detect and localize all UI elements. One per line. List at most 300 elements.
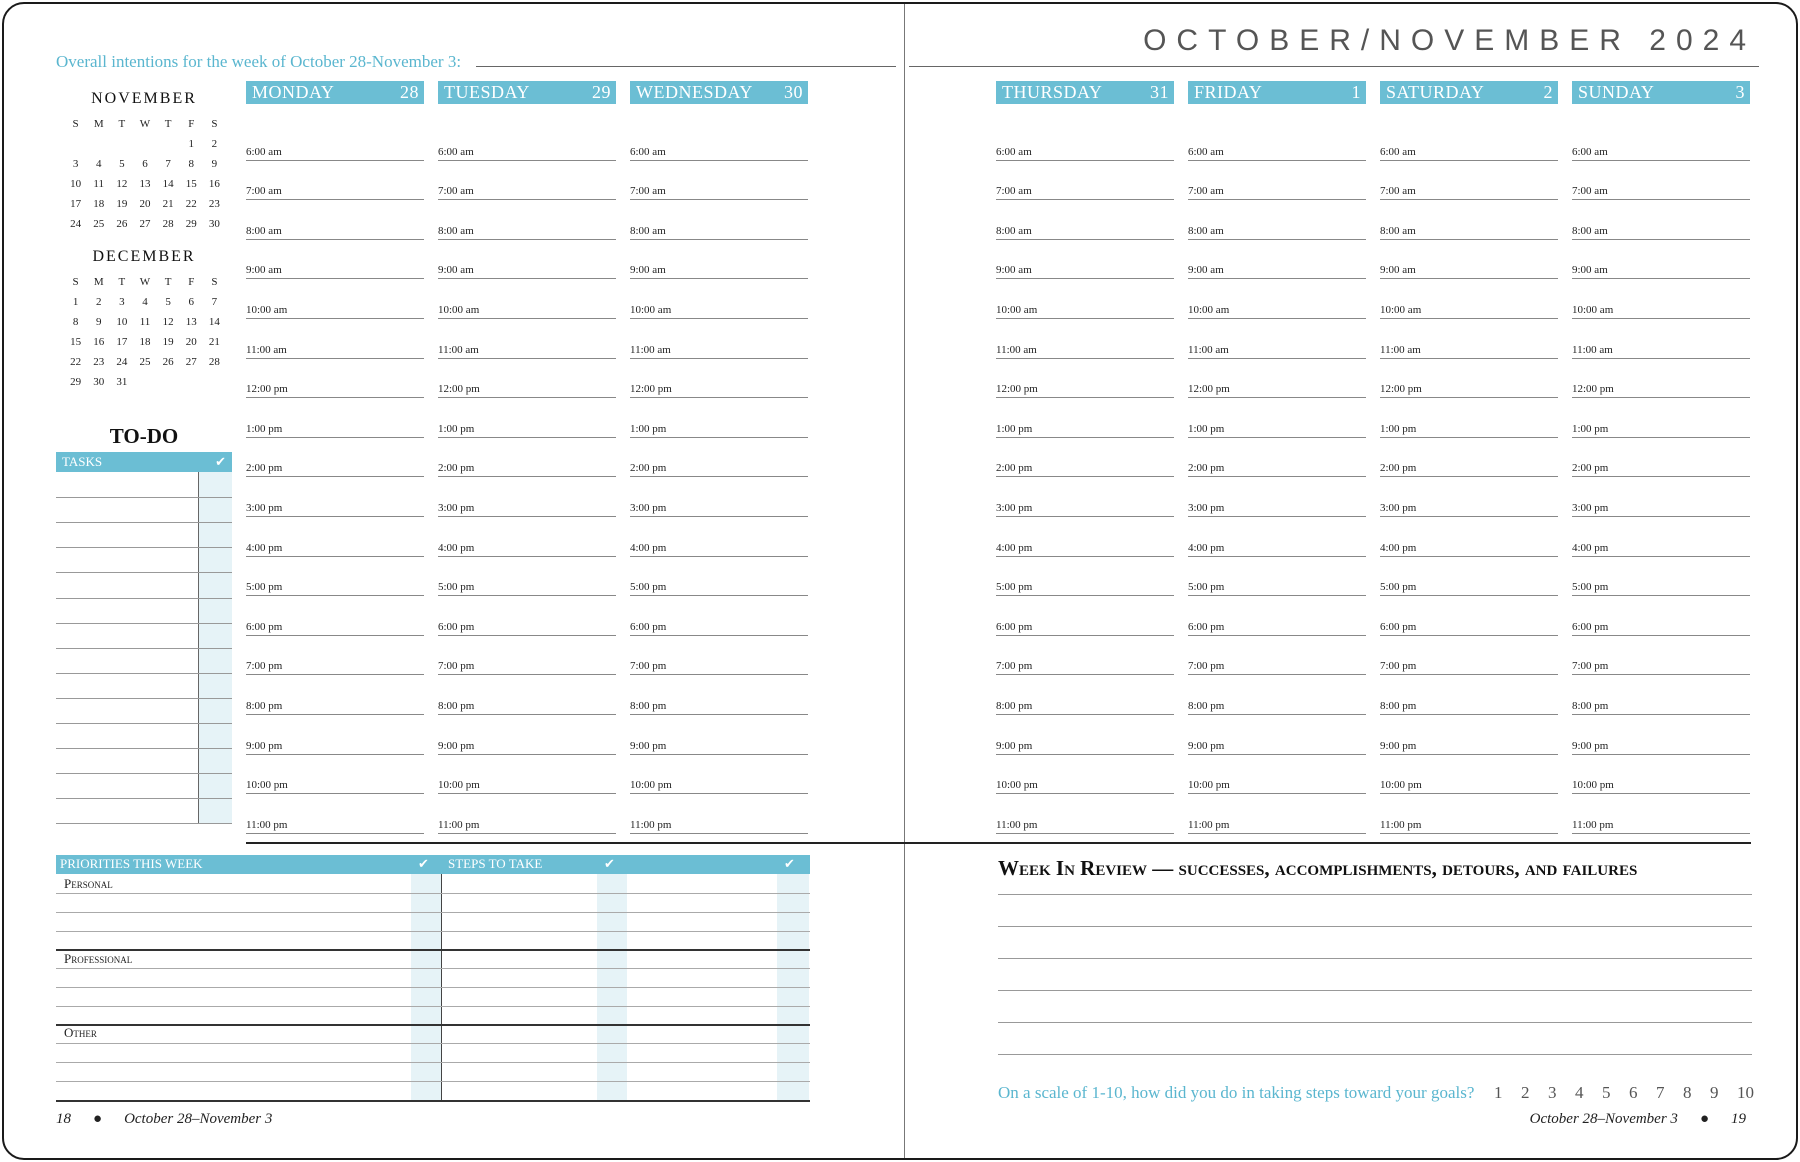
- time-slot[interactable]: [1380, 675, 1558, 715]
- day-column-wednesday: [630, 81, 808, 834]
- time-slot[interactable]: [1380, 319, 1558, 359]
- time-label: 5:00 pm: [246, 581, 283, 594]
- time-label: 5:00 pm: [1380, 581, 1417, 594]
- time-label: 4:00 pm: [1380, 541, 1417, 554]
- time-slot[interactable]: [996, 161, 1174, 201]
- time-label: 7:00 am: [438, 185, 474, 198]
- time-label: 12:00 pm: [1380, 383, 1422, 396]
- time-slot[interactable]: [996, 319, 1174, 359]
- time-slot[interactable]: [630, 517, 808, 557]
- time-slot[interactable]: [1188, 715, 1366, 755]
- task-row-line: [56, 673, 232, 674]
- time-slot[interactable]: [630, 715, 808, 755]
- day-column-saturday: [1380, 81, 1558, 834]
- time-label: 3:00 pm: [1188, 501, 1225, 514]
- time-label: 6:00 am: [246, 145, 282, 158]
- scale-number[interactable]: 3: [1548, 1083, 1557, 1102]
- time-slot[interactable]: [246, 755, 424, 795]
- time-slot[interactable]: [438, 240, 616, 280]
- day-column-tuesday: [438, 81, 616, 834]
- time-label: 2:00 pm: [438, 462, 475, 475]
- mini-calendar: [64, 248, 224, 392]
- time-label: 5:00 pm: [1572, 581, 1609, 594]
- calendar-day: 8: [188, 158, 195, 170]
- day-name: MONDAY: [252, 82, 335, 102]
- scale-number[interactable]: 5: [1602, 1083, 1611, 1102]
- scale-numbers: [1494, 1083, 1754, 1103]
- day-header: [996, 81, 1174, 104]
- time-label: 1:00 pm: [630, 422, 667, 435]
- task-row-line: [56, 723, 232, 724]
- time-slot[interactable]: [630, 240, 808, 280]
- time-slot[interactable]: [1380, 636, 1558, 676]
- time-label: 8:00 pm: [630, 699, 667, 712]
- time-slot[interactable]: [438, 636, 616, 676]
- time-label: 6:00 pm: [996, 620, 1033, 633]
- time-slot[interactable]: [1188, 438, 1366, 478]
- todo-title: TO-DO: [109, 424, 179, 448]
- task-row-line: [56, 798, 232, 799]
- scale-number[interactable]: 2: [1521, 1083, 1530, 1102]
- time-slot[interactable]: [1572, 438, 1750, 478]
- time-label: 11:00 pm: [630, 818, 672, 831]
- time-slot[interactable]: [438, 161, 616, 201]
- time-label: 8:00 pm: [996, 699, 1033, 712]
- time-label: 8:00 am: [1380, 224, 1416, 237]
- time-slot[interactable]: [1188, 200, 1366, 240]
- time-slot[interactable]: [1572, 596, 1750, 636]
- time-slot[interactable]: [438, 477, 616, 517]
- scale-number[interactable]: 7: [1656, 1083, 1665, 1102]
- time-label: 9:00 am: [996, 264, 1032, 277]
- time-slot[interactable]: [438, 755, 616, 795]
- weekday-label: T: [164, 276, 172, 288]
- priority-writing-line: [56, 1006, 810, 1007]
- day-header: [630, 81, 808, 104]
- time-slot[interactable]: [1380, 596, 1558, 636]
- time-slot[interactable]: [630, 398, 808, 438]
- calendar-day: 20: [139, 198, 151, 210]
- time-label: 6:00 am: [1380, 145, 1416, 158]
- day-name: TUESDAY: [444, 82, 530, 102]
- time-label: 2:00 pm: [1380, 462, 1417, 475]
- time-slot[interactable]: [246, 675, 424, 715]
- time-slot[interactable]: [630, 477, 808, 517]
- footer-right: [1530, 1111, 1746, 1128]
- time-label: 11:00 am: [246, 343, 287, 356]
- time-label: 12:00 pm: [438, 383, 480, 396]
- task-row-line: [56, 698, 232, 699]
- calendar-day: 8: [72, 316, 79, 328]
- calendar-day: 5: [165, 296, 171, 308]
- calendar-day: [203, 372, 226, 392]
- calendar-day: 10: [116, 316, 128, 328]
- time-slot[interactable]: [246, 596, 424, 636]
- time-slot[interactable]: [246, 121, 424, 161]
- time-slot[interactable]: [630, 319, 808, 359]
- priority-writing-line: [56, 931, 810, 932]
- time-slot[interactable]: [246, 279, 424, 319]
- time-label: 8:00 pm: [1572, 699, 1609, 712]
- review-writing-line[interactable]: [998, 990, 1752, 991]
- time-slot[interactable]: [996, 596, 1174, 636]
- time-slot[interactable]: [1188, 675, 1366, 715]
- time-slot[interactable]: [246, 319, 424, 359]
- time-slot[interactable]: [630, 675, 808, 715]
- time-label: 11:00 pm: [1380, 818, 1422, 831]
- calendar-day: 1: [72, 296, 79, 308]
- calendar-day: 26: [162, 356, 174, 368]
- time-slot[interactable]: [630, 279, 808, 319]
- time-label: 8:00 am: [630, 224, 666, 237]
- time-label: 6:00 am: [630, 145, 666, 158]
- time-slot[interactable]: [438, 794, 616, 834]
- time-slot[interactable]: [996, 517, 1174, 557]
- time-slot[interactable]: [1380, 240, 1558, 280]
- time-slot[interactable]: [996, 794, 1174, 834]
- weekday-label: S: [211, 276, 218, 288]
- time-slot[interactable]: [1380, 517, 1558, 557]
- time-slot[interactable]: [1572, 398, 1750, 438]
- time-slot[interactable]: [996, 477, 1174, 517]
- time-label: 9:00 am: [1380, 264, 1416, 277]
- day-header: [438, 81, 616, 104]
- time-slot[interactable]: [1188, 359, 1366, 399]
- time-slot[interactable]: [1572, 477, 1750, 517]
- time-slot[interactable]: [1380, 755, 1558, 795]
- time-label: 6:00 am: [438, 145, 474, 158]
- time-label: 4:00 pm: [246, 541, 283, 554]
- calendar-day: 27: [185, 356, 197, 368]
- time-label: 6:00 pm: [1572, 620, 1609, 633]
- time-slot[interactable]: [1572, 794, 1750, 834]
- weekday-label: T: [164, 118, 172, 130]
- time-label: 10:00 pm: [1380, 779, 1422, 792]
- time-label: 11:00 pm: [438, 818, 480, 831]
- time-label: 11:00 am: [630, 343, 671, 356]
- time-label: 5:00 pm: [438, 581, 475, 594]
- time-label: 10:00 pm: [1572, 779, 1614, 792]
- time-label: 7:00 pm: [630, 660, 667, 673]
- time-slot[interactable]: [996, 398, 1174, 438]
- time-slot[interactable]: [1188, 477, 1366, 517]
- time-label: 12:00 pm: [246, 383, 288, 396]
- calendar-day: 26: [116, 218, 128, 230]
- time-slot[interactable]: [246, 240, 424, 280]
- time-slot[interactable]: [1188, 517, 1366, 557]
- time-slot[interactable]: [630, 200, 808, 240]
- day-header: [1572, 81, 1750, 104]
- time-label: 9:00 am: [438, 264, 474, 277]
- time-slot[interactable]: [438, 398, 616, 438]
- time-label: 2:00 pm: [1572, 462, 1609, 475]
- scale-number[interactable]: 9: [1710, 1083, 1719, 1102]
- time-slots: [438, 121, 616, 834]
- time-label: 3:00 pm: [996, 501, 1033, 514]
- calendar-day: 13: [139, 178, 151, 190]
- review-writing-line[interactable]: [998, 1022, 1752, 1023]
- time-label: 5:00 pm: [630, 581, 667, 594]
- time-slot[interactable]: [1380, 477, 1558, 517]
- calendar-day: 11: [139, 316, 151, 328]
- time-slot[interactable]: [1572, 319, 1750, 359]
- time-slot[interactable]: [1572, 517, 1750, 557]
- time-slot[interactable]: [1380, 121, 1558, 161]
- time-slots: [1380, 121, 1558, 834]
- time-slot[interactable]: [1380, 557, 1558, 597]
- time-label: 11:00 pm: [246, 818, 288, 831]
- time-slots: [996, 121, 1174, 834]
- time-label: 8:00 pm: [1188, 699, 1225, 712]
- time-slot[interactable]: [1572, 359, 1750, 399]
- time-label: 8:00 pm: [246, 699, 283, 712]
- time-slot[interactable]: [246, 200, 424, 240]
- time-label: 10:00 pm: [630, 779, 672, 792]
- calendar-day: 20: [185, 336, 197, 348]
- time-slot[interactable]: [1380, 161, 1558, 201]
- time-slot[interactable]: [1572, 636, 1750, 676]
- time-label: 10:00 am: [996, 303, 1038, 316]
- time-label: 10:00 pm: [246, 779, 288, 792]
- calendar-day: 21: [162, 198, 174, 210]
- weekday-label: M: [93, 276, 104, 288]
- time-slot[interactable]: [630, 438, 808, 478]
- time-slot[interactable]: [996, 557, 1174, 597]
- time-slot[interactable]: [438, 121, 616, 161]
- time-label: 1:00 pm: [1188, 422, 1225, 435]
- section-divider: [246, 842, 1751, 844]
- time-slot[interactable]: [1188, 319, 1366, 359]
- time-slot[interactable]: [996, 755, 1174, 795]
- time-slot[interactable]: [630, 755, 808, 795]
- calendar-day: 15: [70, 336, 82, 348]
- time-slot[interactable]: [1188, 794, 1366, 834]
- time-slot[interactable]: [1572, 121, 1750, 161]
- time-slot[interactable]: [996, 715, 1174, 755]
- time-label: 9:00 pm: [1188, 739, 1225, 752]
- bullet-icon: ●: [93, 1111, 103, 1127]
- time-slots: [1572, 121, 1750, 834]
- calendar-day: 18: [139, 336, 151, 348]
- time-slot[interactable]: [1380, 794, 1558, 834]
- review-writing-line[interactable]: [998, 1054, 1752, 1055]
- time-slot[interactable]: [1572, 279, 1750, 319]
- time-slot[interactable]: [630, 161, 808, 201]
- time-label: 6:00 pm: [438, 620, 475, 633]
- time-slot[interactable]: [630, 596, 808, 636]
- review-writing-line[interactable]: [998, 894, 1752, 895]
- time-slot[interactable]: [1380, 200, 1558, 240]
- time-slot[interactable]: [996, 279, 1174, 319]
- check-icon: ✔: [418, 856, 429, 871]
- time-slot[interactable]: [438, 319, 616, 359]
- time-label: 9:00 pm: [246, 739, 283, 752]
- time-label: 7:00 pm: [1572, 660, 1609, 673]
- weekday-label: M: [93, 118, 104, 130]
- weekday-label: S: [72, 118, 79, 130]
- time-slot[interactable]: [1572, 675, 1750, 715]
- time-slot[interactable]: [1572, 240, 1750, 280]
- time-label: 4:00 pm: [630, 541, 667, 554]
- time-label: 8:00 am: [246, 224, 282, 237]
- time-label: 10:00 pm: [438, 779, 480, 792]
- time-slot[interactable]: [1572, 755, 1750, 795]
- calendar-day: 30: [93, 376, 105, 388]
- calendar-day: [133, 372, 156, 392]
- time-slot[interactable]: [630, 636, 808, 676]
- time-slot[interactable]: [438, 359, 616, 399]
- time-slot[interactable]: [246, 477, 424, 517]
- calendar-day: 24: [116, 356, 128, 368]
- scale-number[interactable]: 10: [1737, 1083, 1754, 1102]
- time-slot[interactable]: [1572, 715, 1750, 755]
- time-slot[interactable]: [1188, 161, 1366, 201]
- time-slot[interactable]: [438, 200, 616, 240]
- time-label: 4:00 pm: [996, 541, 1033, 554]
- calendar-day: [64, 134, 87, 154]
- calendar-day: 7: [211, 296, 218, 308]
- time-slot[interactable]: [438, 596, 616, 636]
- priority-writing-line: [56, 968, 810, 969]
- time-label: 9:00 pm: [996, 739, 1033, 752]
- time-slots: [246, 121, 424, 834]
- time-label: 5:00 pm: [1188, 581, 1225, 594]
- intentions-writing-line[interactable]: [476, 66, 896, 67]
- time-label: 7:00 am: [1380, 185, 1416, 198]
- time-label: 12:00 pm: [1188, 383, 1230, 396]
- time-slot[interactable]: [1188, 279, 1366, 319]
- time-slot[interactable]: [1188, 121, 1366, 161]
- time-slot[interactable]: [246, 715, 424, 755]
- time-slot[interactable]: [630, 359, 808, 399]
- calendar-day: 7: [165, 158, 171, 170]
- time-slot[interactable]: [996, 240, 1174, 280]
- task-row-line: [56, 522, 232, 523]
- time-label: 7:00 pm: [1188, 660, 1225, 673]
- calendar-day: 13: [185, 316, 197, 328]
- time-slot[interactable]: [438, 279, 616, 319]
- priority-writing-line: [56, 1062, 810, 1063]
- time-slot[interactable]: [1380, 359, 1558, 399]
- mini-calendar-title: NOVEMBER: [91, 90, 197, 107]
- day-date: 2: [1543, 82, 1553, 102]
- time-slot[interactable]: [246, 636, 424, 676]
- weekday-label: T: [118, 118, 126, 130]
- time-label: 11:00 am: [1188, 343, 1229, 356]
- day-column-monday: [246, 81, 424, 834]
- time-label: 8:00 am: [1572, 224, 1608, 237]
- calendar-day: 19: [116, 198, 128, 210]
- tasks-list[interactable]: [56, 472, 232, 824]
- task-row-line: [56, 572, 232, 573]
- time-slot[interactable]: [996, 438, 1174, 478]
- time-slot[interactable]: [246, 557, 424, 597]
- time-slot[interactable]: [996, 675, 1174, 715]
- time-slot[interactable]: [996, 200, 1174, 240]
- time-slot[interactable]: [996, 636, 1174, 676]
- time-slot[interactable]: [438, 715, 616, 755]
- time-label: 9:00 pm: [1572, 739, 1609, 752]
- header-rule: [909, 66, 1759, 67]
- time-slot[interactable]: [438, 675, 616, 715]
- scale-number[interactable]: 1: [1494, 1083, 1503, 1102]
- time-label: 6:00 am: [1572, 145, 1608, 158]
- day-name: WEDNESDAY: [636, 82, 753, 102]
- weekday-label: W: [139, 276, 151, 288]
- time-slot[interactable]: [1188, 398, 1366, 438]
- scale-number[interactable]: 8: [1683, 1083, 1692, 1102]
- time-slot[interactable]: [1380, 438, 1558, 478]
- time-slot[interactable]: [1380, 279, 1558, 319]
- time-slot[interactable]: [1572, 557, 1750, 597]
- time-label: 9:00 am: [1188, 264, 1224, 277]
- time-slot[interactable]: [1188, 596, 1366, 636]
- week-in-review-title: Week In Review — successes, accomplishments, detours, and failures: [998, 856, 1638, 880]
- calendar-day: [180, 372, 203, 392]
- calendar-day: 4: [95, 158, 102, 170]
- scale-number[interactable]: 4: [1575, 1083, 1584, 1102]
- time-slot[interactable]: [246, 398, 424, 438]
- time-slot[interactable]: [996, 121, 1174, 161]
- time-slot[interactable]: [246, 517, 424, 557]
- calendar-day: 16: [93, 336, 105, 348]
- time-label: 11:00 pm: [1188, 818, 1230, 831]
- time-slot[interactable]: [1572, 200, 1750, 240]
- review-writing-line[interactable]: [998, 926, 1752, 927]
- time-slot[interactable]: [438, 438, 616, 478]
- time-slot[interactable]: [1380, 398, 1558, 438]
- time-slot[interactable]: [246, 161, 424, 201]
- time-slot[interactable]: [1188, 636, 1366, 676]
- day-name: FRIDAY: [1194, 82, 1263, 102]
- time-slot[interactable]: [1188, 755, 1366, 795]
- time-slot[interactable]: [630, 794, 808, 834]
- calendar-day: 3: [119, 296, 125, 308]
- review-writing-line[interactable]: [998, 958, 1752, 959]
- time-slot[interactable]: [1380, 715, 1558, 755]
- calendar-day: [87, 134, 110, 154]
- scale-number[interactable]: 6: [1629, 1083, 1638, 1102]
- time-slot[interactable]: [1188, 557, 1366, 597]
- task-row-line: [56, 748, 232, 749]
- time-slot[interactable]: [1572, 161, 1750, 201]
- calendar-day: 10: [70, 178, 82, 190]
- day-column-friday: [1188, 81, 1366, 834]
- weekly-intentions-prompt: Overall intentions for the week of October 28-November 3:: [56, 52, 462, 71]
- mini-calendar-title: DECEMBER: [92, 248, 196, 265]
- calendar-day: 25: [93, 218, 105, 230]
- time-slot[interactable]: [246, 794, 424, 834]
- time-slot[interactable]: [438, 557, 616, 597]
- priority-writing-line: [56, 949, 810, 951]
- day-column-thursday: [996, 81, 1174, 834]
- time-slot[interactable]: [246, 438, 424, 478]
- time-slot[interactable]: [438, 517, 616, 557]
- time-label: 7:00 pm: [996, 660, 1033, 673]
- time-slot[interactable]: [630, 121, 808, 161]
- calendar-day: 23: [93, 356, 105, 368]
- task-row-line: [56, 547, 232, 548]
- footer-date-range: October 28–November 3: [1529, 1111, 1678, 1127]
- time-slots: [630, 121, 808, 834]
- time-slot[interactable]: [246, 359, 424, 399]
- time-slot[interactable]: [996, 359, 1174, 399]
- priorities-label: PRIORITIES THIS WEEK: [60, 856, 203, 871]
- time-slot[interactable]: [630, 557, 808, 597]
- time-label: 7:00 am: [630, 185, 666, 198]
- time-slot[interactable]: [1188, 240, 1366, 280]
- time-label: 2:00 pm: [1188, 462, 1225, 475]
